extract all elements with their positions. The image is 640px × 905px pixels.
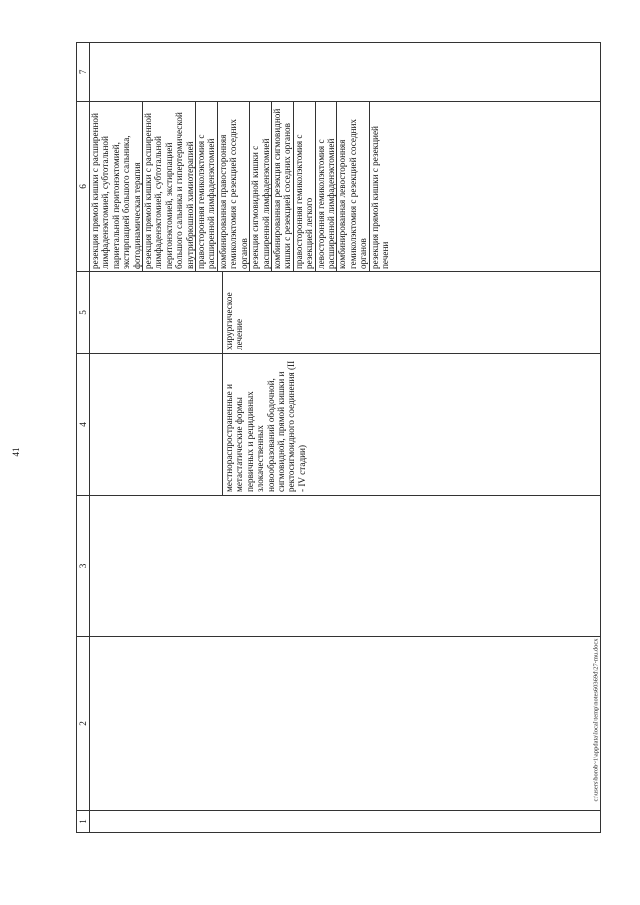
cell-col5-empty-top (90, 272, 223, 353)
cell-col7 (90, 43, 601, 102)
column-number: 4 (77, 354, 90, 496)
method-item: комбинированная резекция сигмовидной кишки с резекцией соседних органов (271, 102, 293, 271)
treatment-table (76, 42, 601, 833)
diagnosis-text: местнораспространенные и метастатические формы первичных и рецидивных злокачественных новообразований ободочной, сигмовидной, прямой кишки и ректосигмоидного соединения (II - IV стадии) (224, 360, 307, 492)
method-item: резекция прямой кишки с расширенной лимфаденэктомией, субтотальной париетальной перитонэктомией, экстирпацией большого сальника, фотодинамическая терапия (90, 102, 143, 271)
table-row (90, 43, 601, 833)
page-number: 41 (11, 447, 21, 457)
column-number: 2 (77, 637, 90, 811)
method-item: комбинированная левосторонняя гемиколэктомия с резекцией соседних органов (337, 102, 369, 271)
column-number: 1 (77, 811, 90, 833)
rotated-table-page (76, 43, 601, 833)
treatment-type: хирургическое лечение (224, 292, 245, 350)
column-number: 3 (77, 496, 90, 637)
column-number-row (77, 43, 90, 833)
method-item: левосторонняя гемиколэктомия с расширенной лимфаденэктомией (315, 102, 337, 271)
method-item: комбинированная правосторонняя гемиколэктомия с резекцией соседних органов (217, 102, 249, 271)
footer-file-path: c:\users\borob~1\appdata\local\temp\notes60369d\27-mu.docx (592, 638, 600, 802)
cell-col6 (90, 102, 601, 272)
cell-col5 (90, 272, 601, 354)
column-number: 7 (77, 43, 90, 102)
method-item: правосторонняя гемиколэктомия с резекцией легкого (293, 102, 315, 271)
cell-col1 (90, 811, 601, 833)
cell-col3 (90, 496, 601, 637)
cell-col2 (90, 637, 601, 811)
cell-col4 (90, 354, 601, 496)
method-item: резекция сигмовидной кишки с расширенной лимфаденэктомией (250, 102, 272, 271)
column-number: 5 (77, 272, 90, 354)
method-item: правосторонняя гемиколэктомия с расширенной лимфаденэктомией (196, 102, 218, 271)
method-item: резекция прямой кишки с расширенной лимфаденэктомией, субтотальной перитонэктомией, экстирпацией большого сальника и гипертермической внутрибрюшной химиотерапией (143, 102, 196, 271)
methods-list (90, 102, 390, 271)
column-number: 6 (77, 102, 90, 272)
cell-col4-empty-top (90, 354, 223, 495)
method-item: резекция прямой кишки с резекцией печени (369, 126, 390, 269)
